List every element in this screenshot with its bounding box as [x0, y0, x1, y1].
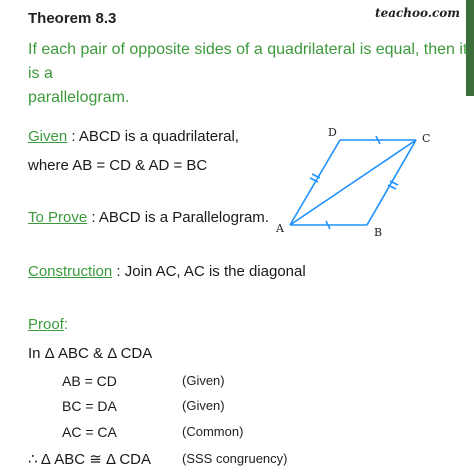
proof-statement-2: BC = DA: [62, 398, 117, 414]
brand-logo: teachoo.com: [375, 6, 460, 20]
to-prove-line: [28, 209, 269, 226]
proof-statement-1: AB = CD: [62, 373, 117, 389]
vertex-label-b: B: [374, 226, 383, 239]
proof-label: Proof: [28, 316, 64, 333]
proof-heading: [28, 316, 68, 333]
construction-line: [28, 263, 306, 280]
proof-conclusion-reason: (SSS congruency): [182, 451, 288, 466]
statement-line-2: parallelogram.: [28, 89, 130, 106]
to-prove-separator: :: [87, 209, 99, 226]
proof-separator: :: [63, 316, 69, 333]
proof-reason-1: (Given): [182, 373, 225, 388]
construction-separator: :: [112, 263, 125, 280]
parallelogram-diagram: [270, 122, 445, 242]
vertex-label-a: A: [276, 222, 284, 235]
to-prove-text: ABCD is a Parallelogram.: [98, 209, 269, 226]
vertex-label-d: D: [328, 126, 337, 139]
side-da: [290, 140, 340, 225]
diagonal-ac: [290, 140, 416, 225]
theorem-title: Theorem 8.3: [28, 10, 117, 27]
proof-conclusion: ∴ Δ ABC ≅ Δ CDA: [28, 451, 152, 468]
theorem-statement: [28, 38, 468, 110]
to-prove-label: To Prove: [28, 209, 88, 226]
proof-intro: In Δ ABC & Δ CDA: [28, 345, 153, 362]
vertex-label-c: C: [422, 132, 431, 145]
proof-reason-3: (Common): [182, 424, 244, 439]
statement-line-1: If each pair of opposite sides of a quadrilateral is equal, then it is a: [28, 41, 468, 82]
proof-statement-3: AC = CA: [62, 424, 117, 440]
given-separator: :: [67, 128, 79, 145]
given-text: ABCD is a quadrilateral,: [78, 128, 239, 145]
given-label: Given: [28, 128, 68, 145]
construction-label: Construction: [28, 263, 113, 280]
construction-text: Join AC, AC is the diagonal: [124, 263, 306, 280]
given-line: [28, 128, 239, 145]
proof-reason-2: (Given): [182, 398, 225, 413]
given-line-2: where AB = CD & AD = BC: [28, 157, 208, 174]
